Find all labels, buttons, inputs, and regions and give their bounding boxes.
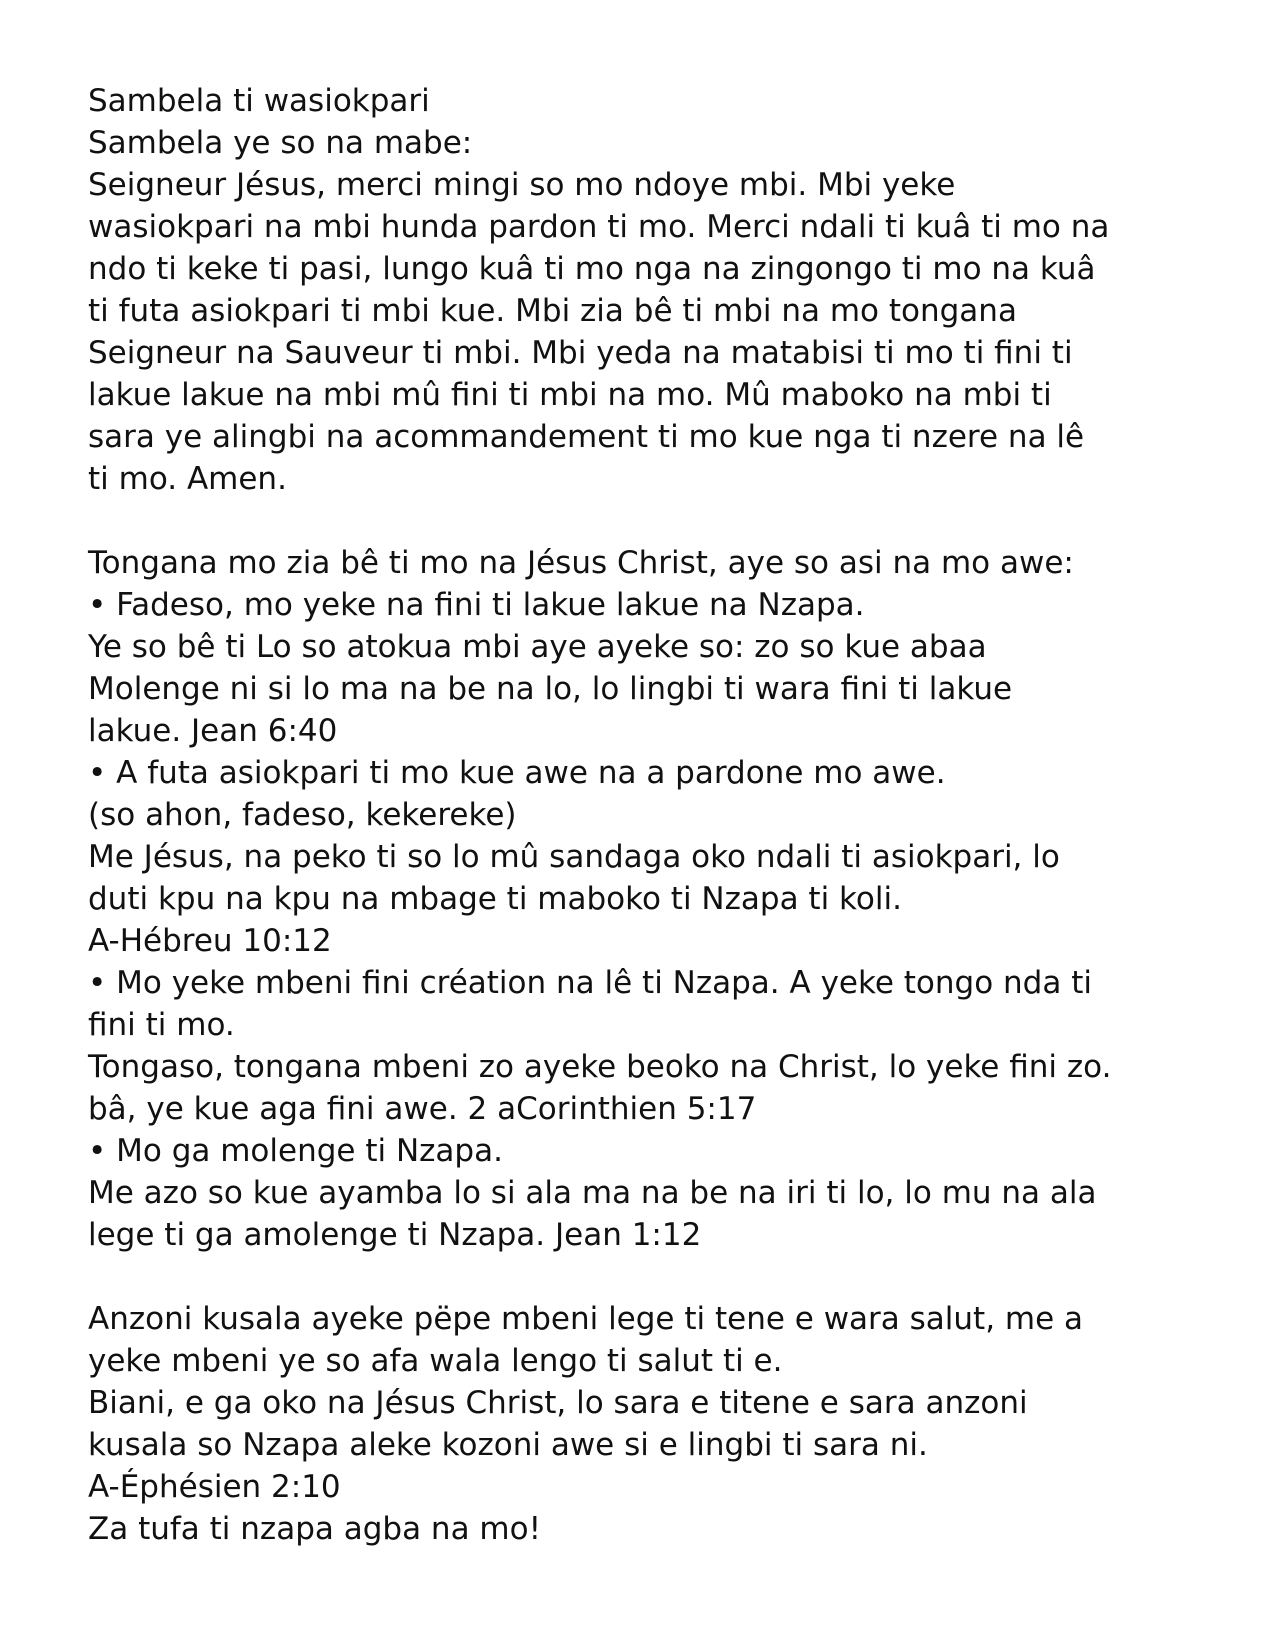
text-line: Biani, e ga oko na Jésus Christ, lo sara e titene e sara anzoni (88, 1385, 1028, 1421)
text-line: Tongaso, tongana mbeni zo ayeke beoko na Christ, lo yeke fini zo. (88, 1049, 1112, 1085)
text-line: (so ahon, fadeso, kekereke) (88, 797, 517, 833)
text-line: Seigneur Jésus, merci mingi so mo ndoye mbi. Mbi yeke (88, 167, 956, 203)
text-line: A-Éphésien 2:10 (88, 1469, 341, 1505)
text-line: Sambela ye so na mabe: (88, 125, 473, 161)
text-line: duti kpu na kpu na mbage ti maboko ti Nzapa ti koli. (88, 881, 902, 917)
prayer-section (88, 80, 1228, 500)
text-line: ti mo. Amen. (88, 461, 287, 497)
text-line: • A futa asiokpari ti mo kue awe na a pardone mo awe. (88, 755, 946, 791)
good-works-section (88, 1298, 1228, 1550)
text-line: • Mo ga molenge ti Nzapa. (88, 1133, 503, 1169)
text-line: Sambela ti wasiokpari (88, 83, 430, 119)
text-line: • Fadeso, mo yeke na fini ti lakue lakue na Nzapa. (88, 587, 865, 623)
paragraph-gap (88, 500, 1228, 542)
assurance-section (88, 542, 1228, 1256)
text-line: sara ye alingbi na acommandement ti mo kue nga ti nzere na lê (88, 419, 1085, 455)
text-line: A-Hébreu 10:12 (88, 923, 332, 959)
text-line: bâ, ye kue aga fini awe. 2 aCorinthien 5:17 (88, 1091, 757, 1127)
text-line: fini ti mo. (88, 1007, 235, 1043)
text-line: Anzoni kusala ayeke pëpe mbeni lege ti tene e wara salut, me a (88, 1301, 1084, 1337)
text-line: lakue. Jean 6:40 (88, 713, 338, 749)
text-line: Za tufa ti nzapa agba na mo! (88, 1511, 542, 1547)
text-line: Me azo so kue ayamba lo si ala ma na be na iri ti lo, lo mu na ala (88, 1175, 1097, 1211)
text-line: lakue lakue na mbi mû fini ti mbi na mo. Mû maboko na mbi ti (88, 377, 1052, 413)
text-line: Me Jésus, na peko ti so lo mû sandaga oko ndali ti asiokpari, lo (88, 839, 1060, 875)
text-line: Molenge ni si lo ma na be na lo, lo lingbi ti wara fini ti lakue (88, 671, 1013, 707)
text-line: lege ti ga amolenge ti Nzapa. Jean 1:12 (88, 1217, 702, 1253)
text-line: ti futa asiokpari ti mbi kue. Mbi zia bê ti mbi na mo tongana (88, 293, 1017, 329)
text-line: wasiokpari na mbi hunda pardon ti mo. Merci ndali ti kuâ ti mo na (88, 209, 1110, 245)
text-line: • Mo yeke mbeni fini création na lê ti Nzapa. A yeke tongo nda ti (88, 965, 1092, 1001)
text-line: Tongana mo zia bê ti mo na Jésus Christ, aye so asi na mo awe: (88, 545, 1074, 581)
paragraph-gap (88, 1256, 1228, 1298)
text-line: ndo ti keke ti pasi, lungo kuâ ti mo nga na zingongo ti mo na kuâ (88, 251, 1096, 287)
text-line: kusala so Nzapa aleke kozoni awe si e lingbi ti sara ni. (88, 1427, 928, 1463)
document-page (88, 80, 1228, 1550)
text-line: yeke mbeni ye so afa wala lengo ti salut ti e. (88, 1343, 783, 1379)
text-line: Seigneur na Sauveur ti mbi. Mbi yeda na matabisi ti mo ti fini ti (88, 335, 1073, 371)
text-line: Ye so bê ti Lo so atokua mbi aye ayeke so: zo so kue abaa (88, 629, 987, 665)
